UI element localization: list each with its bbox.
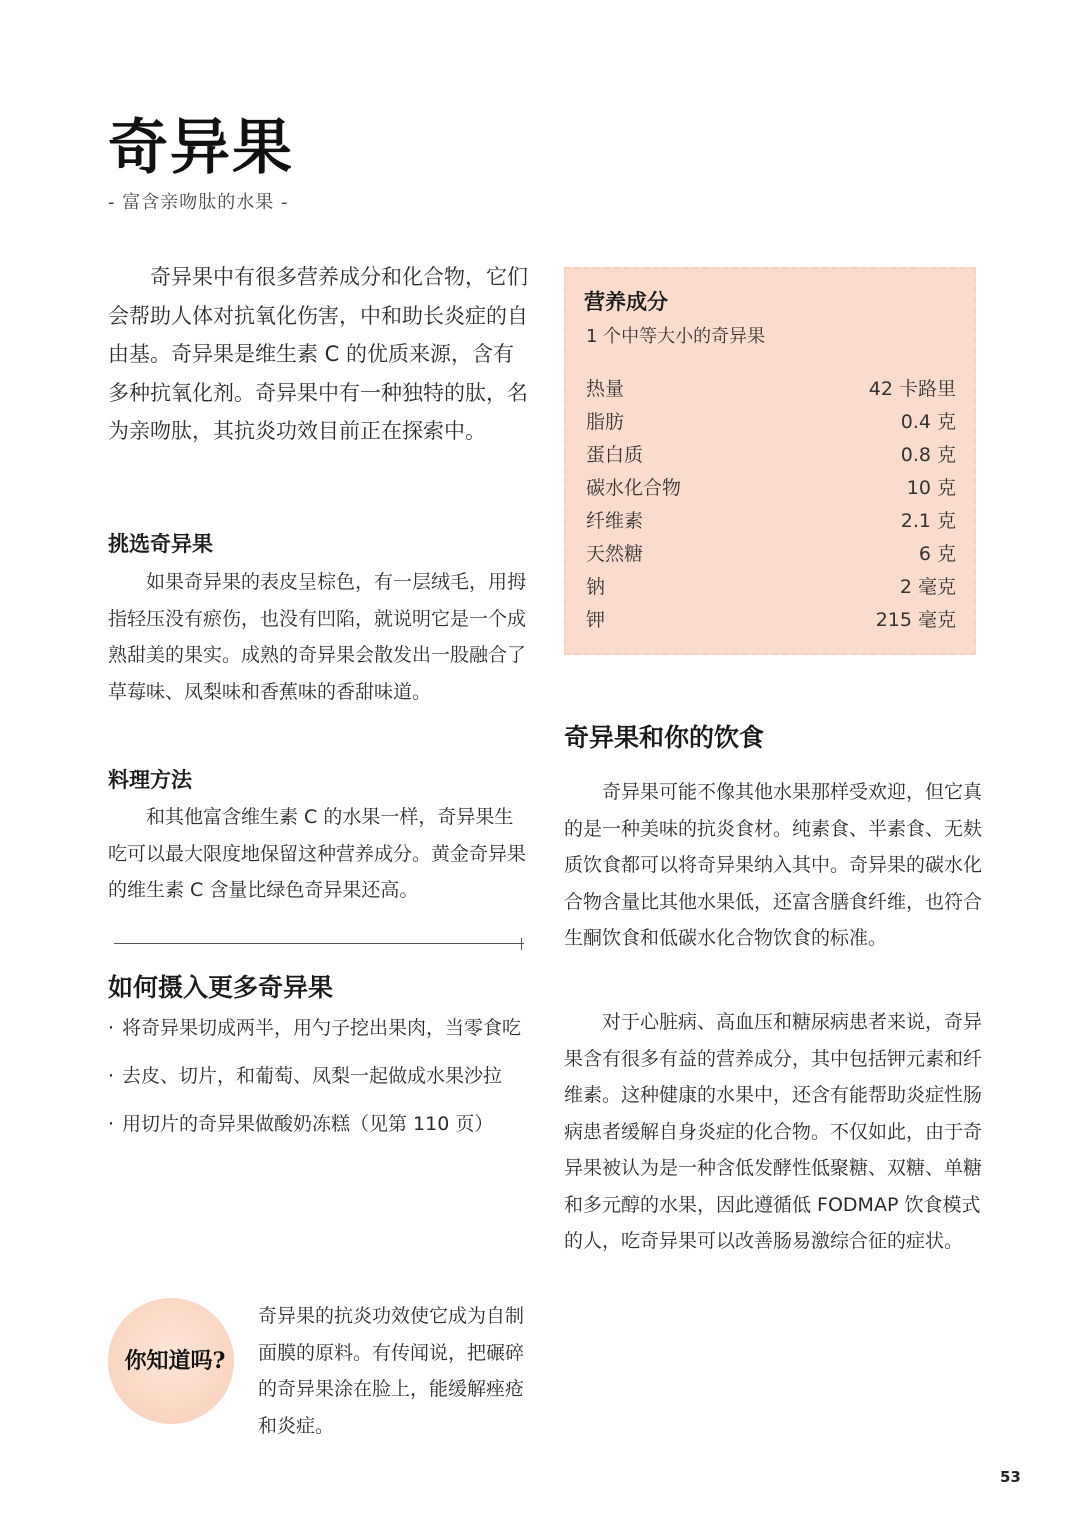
nutrition-row: 碳水化合物 10 克 — [586, 477, 956, 499]
diet-paragraph-1: 奇异果可能不像其他水果那样受欢迎，但它真的是一种美味的抗炎食材。纯素食、半素食、无麸质饮食都可以将奇异果纳入其中。奇异果的碳水化合物含量比其他水果低，还富含膳食纤维，也符合生酮饮食和低碳水化合物饮食的标准。 — [564, 781, 983, 949]
intro-paragraph: 奇异果中有很多营养成分和化合物，它们会帮助人体对抗氧化伤害，中和助长炎症的自由基。奇异果是维生素 C 的优质来源，含有多种抗氧化剂。奇异果中有一种独特的肽，名为亲吻肽，其抗炎功效目前正在探索中。 — [108, 265, 528, 443]
nutrition-row: 纤维素 2.1 克 — [586, 510, 956, 532]
nutrition-row: 蛋白质 0.8 克 — [586, 444, 956, 466]
nutrition-row: 钠 2 毫克 — [586, 576, 956, 598]
nutrition-row: 天然糖 6 克 — [586, 543, 956, 565]
did-you-know-text: 奇异果的抗炎功效使它成为自制面膜的原料。有传闻说，把碾碎的奇异果涂在脸上，能缓解痤疮和炎症。 — [258, 1305, 525, 1437]
section-divider-end — [521, 938, 522, 950]
cooking-paragraph: 和其他富含维生素 C 的水果一样，奇异果生吃可以最大限度地保留这种营养成分。黄金奇异果的维生素 C 含量比绿色奇异果还高。 — [108, 806, 527, 901]
list-item: · 去皮、切片，和葡萄、凤梨一起做成水果沙拉 — [108, 1065, 503, 1087]
how-more-heading: 如何摄入更多奇异果 — [108, 973, 334, 1002]
diet-paragraph-2: 对于心脏病、高血压和糖尿病患者来说，奇异果含有很多有益的营养成分，其中包括钾元素和纤维素。这种健康的水果中，还含有能帮助炎症性肠病患者缓解自身炎症的化合物。不仅如此，由于奇异果被认为是一种含低发酵性低聚糖、双糖、单糖和多元醇的水果，因此遵循低 FODMAP 饮食模式的人，吃奇异果可以改善肠易激综合征的症状。 — [564, 1011, 983, 1252]
page-subtitle: - 富含亲吻肽的水果 - — [108, 192, 289, 213]
select-heading: 挑选奇异果 — [108, 532, 213, 556]
nutrition-title: 营养成分 — [584, 290, 668, 314]
section-divider — [114, 943, 524, 944]
how-more-list — [108, 1016, 538, 1160]
list-item: · 用切片的奇异果做酸奶冻糕（见第 110 页） — [108, 1113, 494, 1135]
cooking-heading: 料理方法 — [108, 768, 192, 792]
diet-heading: 奇异果和你的饮食 — [564, 723, 765, 752]
nutrition-row: 脂肪 0.4 克 — [586, 411, 956, 433]
list-item: · 将奇异果切成两半，用勺子挖出果肉，当零食吃 — [108, 1017, 522, 1039]
did-you-know-label: 你知道吗? — [124, 1348, 226, 1374]
page-title: 奇异果 — [108, 113, 294, 183]
page-number: 53 — [1000, 1468, 1021, 1486]
nutrition-row: 热量 42 卡路里 — [586, 378, 956, 400]
nutrition-serving: 1 个中等大小的奇异果 — [586, 326, 766, 347]
nutrition-row: 钾 215 毫克 — [586, 609, 956, 631]
select-paragraph: 如果奇异果的表皮呈棕色，有一层绒毛，用拇指轻压没有瘀伤，也没有凹陷，就说明它是一个成熟甜美的果实。成熟的奇异果会散发出一股融合了草莓味、凤梨味和香蕉味的香甜味道。 — [108, 571, 527, 703]
